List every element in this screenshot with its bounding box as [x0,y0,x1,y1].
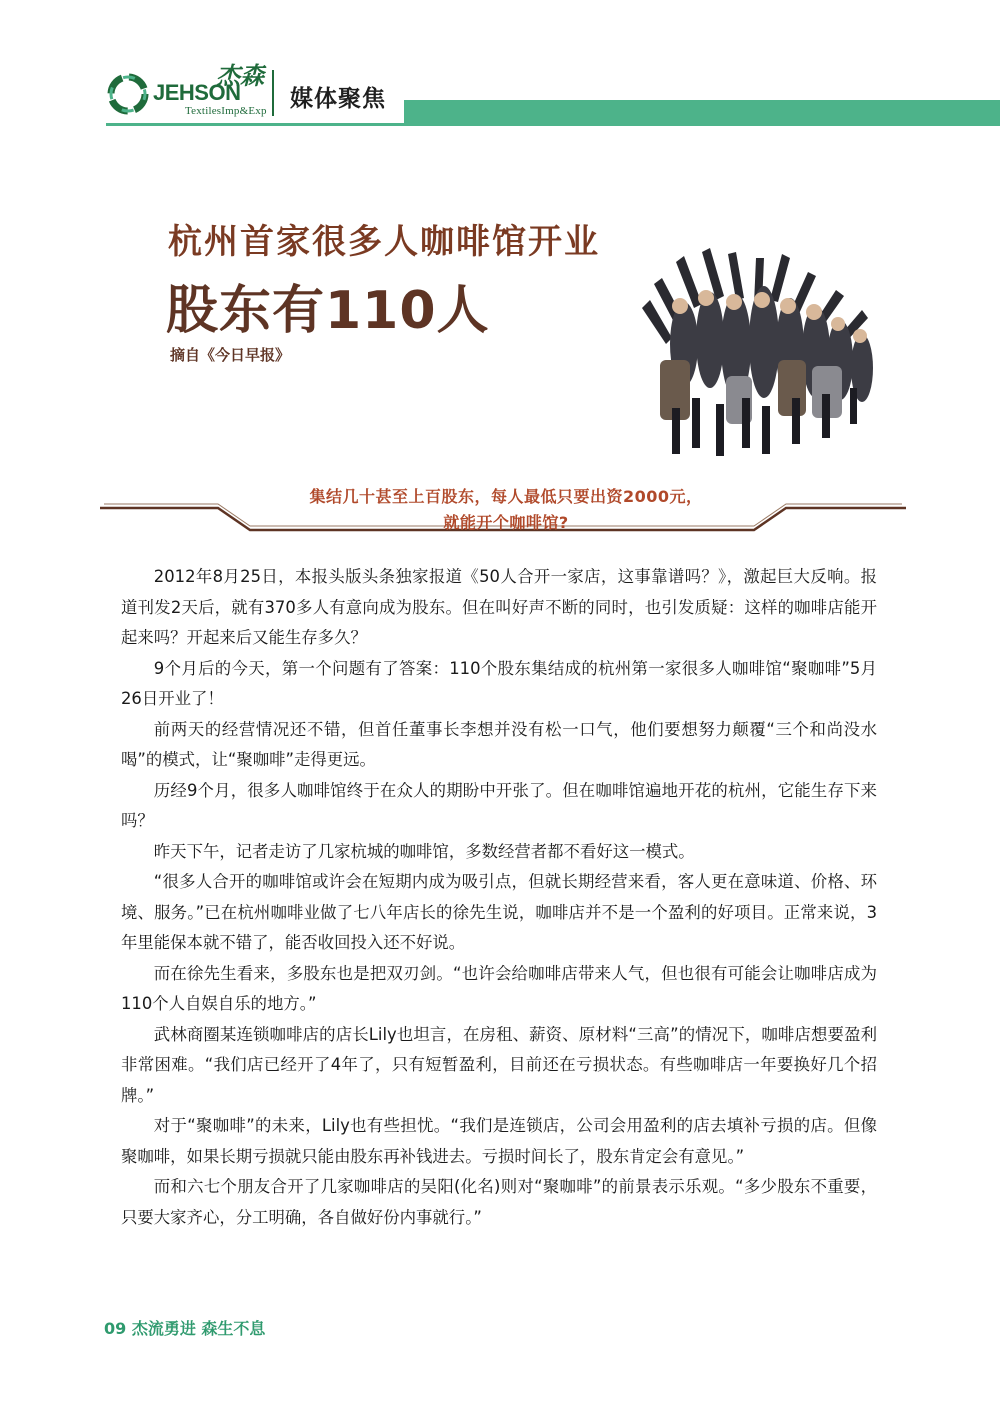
article-paragraph: 2012年8月25日，本报头版头条独家报道《50人合开一家店，这事靠谱吗？》，激起巨大反响。报道刊发2天后，就有370多人有意向成为股东。但在叫好声不断的同时，也引发质疑：这样的咖啡店能开起来吗？开起来后又能生存多久？ [121,567,877,647]
article-paragraph: 对于“聚咖啡”的未来，Lily也有些担忧。“我们是连锁店，公司会用盈利的店去填补亏损的店。但像聚咖啡，如果长期亏损就只能由股东再补钱进去。亏损时间长了，股东肯定会有意见。” [121,1116,877,1166]
article-paragraph: 前两天的经营情况还不错，但首任董事长李想并没有松一口气，他们要想努力颠覆“三个和尚没水喝”的模式，让“聚咖啡”走得更远。 [121,719,877,769]
article-paragraph: 9个月后的今天，第一个问题有了答案：110个股东集结成的杭州第一家很多人咖啡馆“聚咖啡”5月26日开业了！ [121,658,877,708]
header-green-bar [404,100,1000,124]
logo-wordmark: JEHSON [153,80,241,105]
article-paragraph: 而在徐先生看来，多股东也是把双刃剑。“也许会给咖啡店带来人气，但也很有可能会让咖啡店成为110个人自娱自乐的地方。” [121,963,877,1013]
article-title-line2: 股东有110人 [166,281,490,341]
header-divider [272,70,274,116]
article-title-line1: 杭州首家很多人咖啡馆开业 [168,222,600,262]
page-footer: 09 杰流勇进 森生不息 [104,1319,266,1338]
article-paragraph: 武林商圈某连锁咖啡店的店长Lily也坦言，在房租、薪资、原材料“三高”的情况下，咖啡店想要盈利非常困难。“我们店已经开了4年了，只有短暂盈利，目前还在亏损状态。有些咖啡店一年要换好几个招牌。” [121,1024,877,1105]
deck-line1: 集结几十甚至上百股东，每人最低只要出资2000元， [309,487,703,506]
article-paragraph: 历经9个月，很多人咖啡馆终于在众人的期盼中开张了。但在咖啡馆遍地开花的杭州，它能生存下来吗？ [121,780,877,830]
logo-chinese-mark: 杰森 [216,61,264,90]
article-paragraph: 而和六七个朋友合开了几家咖啡店的吴阳(化名)则对“聚咖啡”的前景表示乐观。“多少股东不重要，只要大家齐心，分工明确，各自做好份内事就行。” [121,1177,877,1227]
article-paragraph: “很多人合开的咖啡馆或许会在短期内成为吸引点，但就长期经营来看，客人更在意味道、价格、环境、服务。”已在杭州咖啡业做了七八年店长的徐先生说，咖啡店并不是一个盈利的好项目。正常来说，3年里能保本就不错了，能否收回投入还不好说。 [121,872,877,952]
page-header [0,0,1000,135]
jehson-logo-icon [106,72,150,116]
crowd-pointing-up-image [632,248,882,464]
article-paragraph: 昨天下午，记者走访了几家杭城的咖啡馆，多数经营者都不看好这一模式。 [153,841,695,861]
section-label: 媒体聚焦 [290,86,386,112]
header-rule [106,123,1000,126]
deck-line2: 就能开个咖啡馆? [443,513,569,532]
logo-subtitle: TextilesImp&Exp [185,105,267,117]
article-source: 摘自《今日早报》 [170,346,291,364]
article-body [121,562,877,1233]
